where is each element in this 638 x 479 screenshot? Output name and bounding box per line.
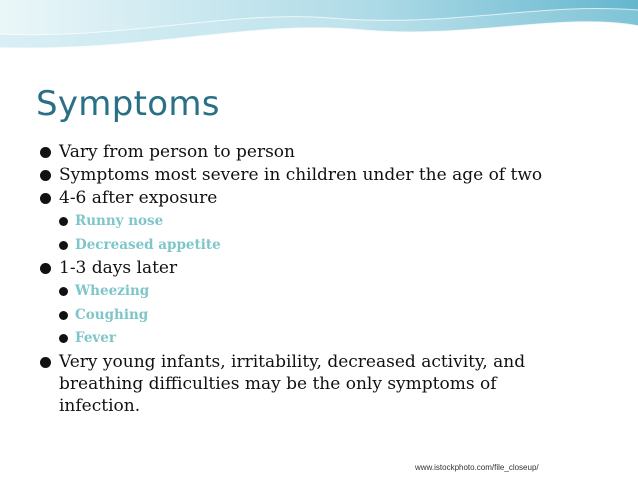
bullet-list (34, 141, 614, 417)
bullet-dot-icon (40, 357, 51, 368)
sub-bullet-dot-icon (59, 287, 68, 296)
bullet-item (34, 351, 614, 417)
header-wave-decoration (0, 0, 638, 62)
sub-bullet-dot-icon (59, 241, 68, 250)
bullet-text: Vary from person to person (59, 142, 295, 162)
image-credit: www.istockphoto.com/file_closeup/ (415, 463, 539, 472)
sub-bullet-text: Fever (75, 330, 116, 346)
sub-bullet-text: Coughing (75, 306, 149, 323)
bullet-text: Symptoms most severe in children under the age of two (59, 165, 543, 185)
sub-bullet-item (34, 327, 614, 351)
sub-bullet-text: Wheezing (75, 283, 150, 299)
sub-bullet-item (34, 234, 614, 258)
sub-bullet-dot-icon (59, 334, 68, 343)
bullet-item (34, 164, 614, 187)
bullet-dot-icon (40, 263, 51, 274)
sub-bullet-item (34, 304, 614, 328)
sub-bullet-item (34, 210, 614, 234)
bullet-dot-icon (40, 147, 51, 158)
bullet-text: 4-6 after exposure (59, 188, 218, 208)
sub-bullet-text: Runny nose (75, 213, 164, 229)
slide-title: Symptoms (36, 84, 220, 124)
bullet-text: 1-3 days later (59, 258, 178, 278)
sub-bullet-text: Decreased appetite (75, 236, 221, 253)
sub-bullet-dot-icon (59, 311, 68, 320)
sub-bullet-dot-icon (59, 217, 68, 226)
bullet-item (34, 257, 614, 280)
bullet-dot-icon (40, 193, 51, 204)
bullet-text: Very young infants, irritability, decreased activity, and breathing difficulties may be the only symptoms of infection. (59, 351, 526, 416)
sub-bullet-item (34, 280, 614, 304)
bullet-item (34, 141, 614, 164)
bullet-item (34, 187, 614, 210)
bullet-dot-icon (40, 170, 51, 181)
